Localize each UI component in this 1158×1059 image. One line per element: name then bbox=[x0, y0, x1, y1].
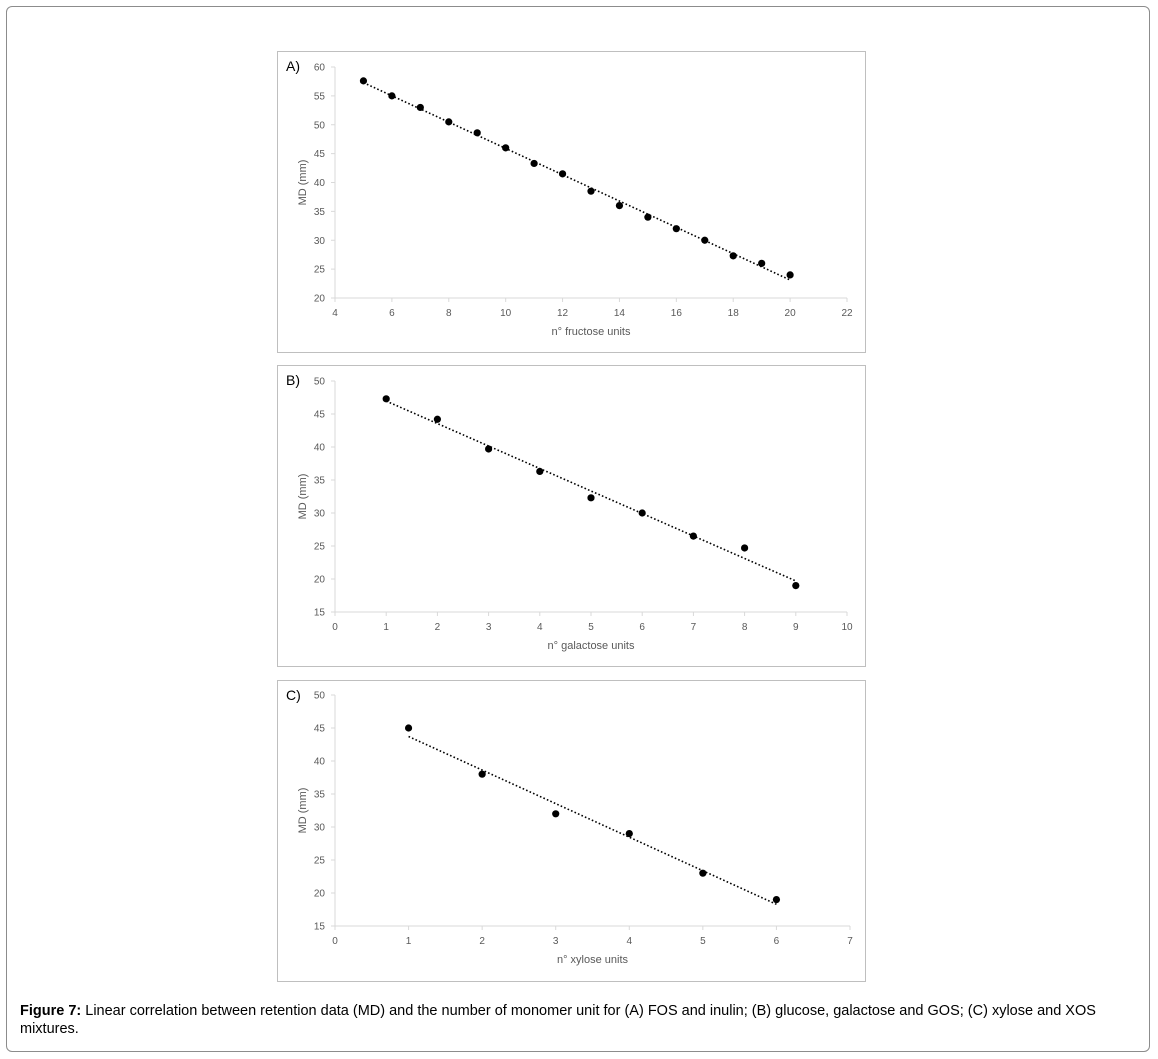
chart-b-svg bbox=[278, 366, 865, 666]
y-tick-label: 15 bbox=[313, 607, 325, 619]
y-tick-label: 15 bbox=[313, 921, 325, 933]
data-point bbox=[559, 170, 566, 177]
x-axis-title: n° galactose units bbox=[547, 640, 635, 652]
data-point bbox=[639, 509, 646, 516]
data-point bbox=[502, 144, 509, 151]
y-tick-label: 45 bbox=[313, 149, 325, 161]
panel-label-a: A) bbox=[286, 58, 300, 74]
x-tick-label: 5 bbox=[700, 936, 706, 947]
data-point bbox=[673, 225, 680, 232]
x-tick-label: 2 bbox=[434, 622, 441, 633]
y-tick-label: 20 bbox=[313, 574, 325, 586]
trendline bbox=[386, 401, 796, 581]
data-point bbox=[445, 118, 452, 125]
trendline bbox=[409, 736, 777, 904]
y-tick-label: 40 bbox=[313, 442, 325, 454]
data-point bbox=[587, 494, 594, 501]
data-point bbox=[699, 870, 706, 877]
x-tick-label: 3 bbox=[552, 936, 559, 947]
y-tick-label: 40 bbox=[313, 178, 325, 189]
y-tick-label: 25 bbox=[313, 264, 325, 276]
x-tick-label: 20 bbox=[784, 308, 796, 319]
x-tick-label: 16 bbox=[670, 308, 682, 319]
data-point bbox=[360, 77, 367, 84]
x-tick-label: 10 bbox=[500, 308, 512, 319]
data-point bbox=[730, 252, 737, 259]
data-point bbox=[383, 395, 390, 402]
x-tick-label: 2 bbox=[479, 936, 485, 947]
y-tick-label: 45 bbox=[313, 409, 325, 421]
x-axis-title: n° xylose units bbox=[556, 954, 629, 966]
x-tick-label: 1 bbox=[405, 936, 412, 947]
figure-caption bbox=[20, 1002, 1140, 1038]
y-tick-label: 20 bbox=[313, 888, 325, 900]
x-tick-label: 5 bbox=[588, 622, 594, 633]
trendline bbox=[363, 83, 790, 280]
data-point bbox=[616, 202, 623, 209]
x-tick-label: 6 bbox=[389, 308, 395, 319]
y-tick-label: 35 bbox=[313, 789, 325, 801]
y-tick-label: 50 bbox=[313, 376, 325, 388]
x-tick-label: 6 bbox=[639, 622, 645, 633]
data-point bbox=[536, 468, 543, 475]
y-tick-label: 30 bbox=[313, 508, 325, 520]
data-point bbox=[417, 104, 424, 111]
data-point bbox=[701, 237, 708, 244]
data-point bbox=[773, 896, 780, 903]
data-point bbox=[644, 214, 651, 221]
x-tick-label: 9 bbox=[793, 622, 799, 633]
data-point bbox=[587, 188, 594, 195]
panel-label-c: C) bbox=[286, 687, 301, 703]
caption-lead: Figure 7: bbox=[20, 1003, 82, 1019]
data-point bbox=[758, 260, 765, 267]
chart-panel-a bbox=[277, 51, 866, 353]
y-tick-label: 20 bbox=[313, 293, 325, 305]
chart-panel-b bbox=[277, 365, 866, 667]
y-tick-label: 30 bbox=[313, 822, 325, 834]
x-tick-label: 14 bbox=[613, 308, 626, 319]
y-tick-label: 35 bbox=[313, 206, 325, 218]
y-axis-title: MD (mm) bbox=[297, 787, 309, 834]
x-tick-label: 1 bbox=[383, 622, 389, 633]
x-axis-title: n° fructose units bbox=[551, 326, 631, 338]
chart-c-svg bbox=[278, 681, 865, 981]
x-tick-label: 7 bbox=[847, 936, 853, 947]
x-tick-label: 7 bbox=[690, 622, 697, 633]
data-point bbox=[787, 271, 794, 278]
x-tick-label: 12 bbox=[556, 308, 569, 319]
x-tick-label: 6 bbox=[773, 936, 780, 947]
x-tick-label: 8 bbox=[445, 308, 452, 319]
x-tick-label: 0 bbox=[332, 936, 338, 947]
x-tick-label: 4 bbox=[626, 936, 633, 947]
x-tick-label: 18 bbox=[727, 308, 739, 319]
y-tick-label: 40 bbox=[313, 756, 325, 768]
x-tick-label: 10 bbox=[841, 622, 853, 633]
data-point bbox=[388, 92, 395, 99]
y-tick-label: 30 bbox=[313, 235, 325, 247]
x-tick-label: 4 bbox=[332, 308, 338, 319]
y-tick-label: 55 bbox=[313, 91, 325, 103]
data-point bbox=[531, 160, 538, 167]
y-tick-label: 25 bbox=[313, 541, 325, 553]
y-tick-label: 50 bbox=[313, 120, 325, 132]
y-axis-title: MD (mm) bbox=[297, 159, 309, 206]
y-tick-label: 60 bbox=[313, 62, 325, 74]
data-point bbox=[626, 830, 633, 837]
y-axis-title: MD (mm) bbox=[297, 473, 309, 520]
panel-label-b: B) bbox=[286, 372, 300, 388]
data-point bbox=[479, 771, 486, 778]
caption-text: Linear correlation between retention data (MD) and the number of monomer unit for (A) FOS and inulin; (B) glucose, galactose and GOS; (C) xylose and XOS mixtures. bbox=[20, 1003, 1096, 1037]
y-tick-label: 25 bbox=[313, 855, 325, 867]
y-tick-label: 35 bbox=[313, 475, 325, 487]
data-point bbox=[792, 582, 799, 589]
x-tick-label: 3 bbox=[485, 622, 492, 633]
data-point bbox=[405, 724, 412, 731]
data-point bbox=[474, 129, 481, 136]
data-point bbox=[552, 810, 559, 817]
y-tick-label: 50 bbox=[313, 690, 325, 702]
data-point bbox=[485, 445, 492, 452]
data-point bbox=[434, 416, 441, 423]
data-point bbox=[741, 544, 748, 551]
data-point bbox=[690, 533, 697, 540]
x-tick-label: 22 bbox=[841, 308, 853, 319]
y-tick-label: 45 bbox=[313, 723, 325, 735]
x-tick-label: 0 bbox=[332, 622, 338, 633]
chart-panel-c bbox=[277, 680, 866, 982]
x-tick-label: 8 bbox=[741, 622, 748, 633]
x-tick-label: 4 bbox=[537, 622, 543, 633]
chart-a-svg bbox=[278, 52, 865, 352]
